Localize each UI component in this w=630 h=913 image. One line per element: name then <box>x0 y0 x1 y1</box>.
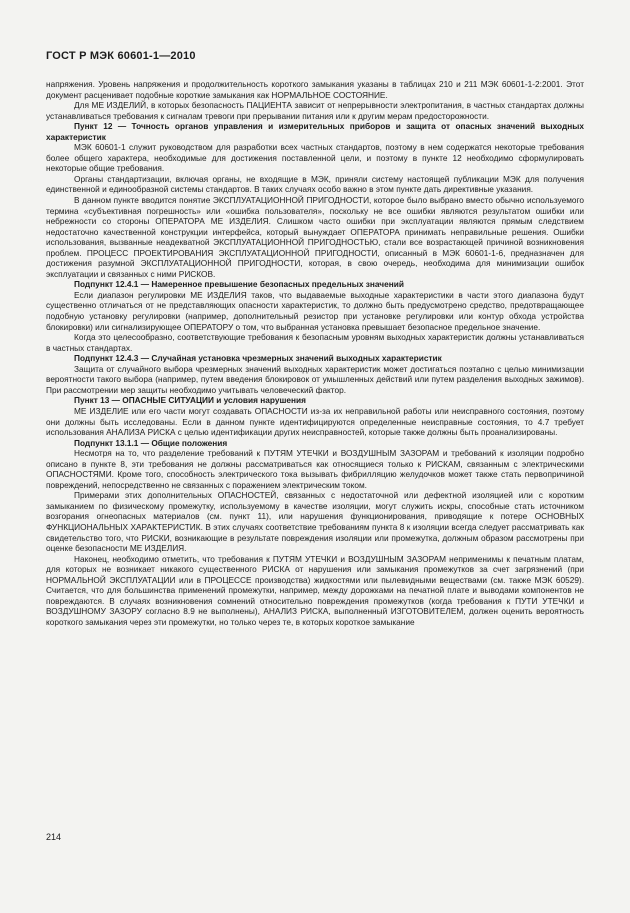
section-heading-13: Пункт 13 — ОПАСНЫЕ СИТУАЦИИ и условия нарушения <box>74 395 306 406</box>
paragraph-6: Если диапазон регулировки МЕ ИЗДЕЛИЯ таков, что выдаваемые выходные характеристики в части этого диапазона будут существенно отличаться от не представляющих опасности характеристик, то должно быть предусмотрено средство, предотвращающее подобную установку регулировки (например, дополнительный резистор при установке регулировки или контур обхода устройства блокировки) или сигнализирующее ОПЕРАТОРУ о том, что выбранная установка превышает безопасное предельное значение. <box>46 289 584 332</box>
paragraph-5: В данном пункте вводится понятие ЭКСПЛУАТАЦИОННОЙ ПРИГОДНОСТИ, которое было выбрано вместо обычно используемого термина «субъективная погрешность» или «ошибка пользователя», поскольку не все ошибки являются результатом ошибки или небрежности со стороны ОПЕРАТОРА МЕ ИЗДЕЛИЯ. Слишком часто ошибки при эксплуатации являются прямым следствием недостаточно качественной конструкции интерфейса, который вынуждает ОПЕРАТОРА принимать неправильные решения. Ошибки использования, вызванные неадекватной ЭКСПЛУАТАЦИОННОЙ ПРИГОДНОСТЬЮ, стали все возрастающей причиной возникновения проблем. ПРОЦЕСС ПРОЕКТИРОВАНИЯ ЭКСПЛУАТАЦИОННОЙ ПРИГОДНОСТИ, описанный в МЭК 60601-1-6, предназначен для достижения разумной ЭКСПЛУАТАЦИОННОЙ ПРИГОДНОСТИ, которая, в свою очередь, необходима для минимизации ошибок эксплуатации и связанных с ними РИСКОВ. <box>46 195 584 279</box>
paragraph-3: МЭК 60601-1 служит руководством для разработки всех частных стандартов, поэтому в нем содержатся некоторые требования более общего характера, необходимые для достижения поставленной цели, и поэтому в пункте 12 необходимо сформулировать некоторые общие требования. <box>46 142 584 174</box>
paragraph-10: Несмотря на то, что разделение требований к ПУТЯМ УТЕЧКИ и ВОЗДУШНЫМ ЗАЗОРАМ и требований к изоляции подробно описано в пункте 8, эти требования не должны рассматриваться как относящиеся только к РИСКАМ, связанным с электрическими ОПАСНОСТЯМИ. Кроме того, способность электрического тока вызывать фибрилляцию желудочков может также стать первопричиной повреждений, непосредственно не связанных с поражением электрическим током. <box>46 448 584 490</box>
paragraph-7: Когда это целесообразно, соответствующие требования к безопасным уровням выходных характеристик должны устанавливаться в частных стандартах. <box>46 332 584 353</box>
paragraph-8: Защита от случайного выбора чрезмерных значений выходных характеристик может достигаться поэтапно с целью минимизации вероятности такого выбора (например, путем введения блокировок от умышленных действий или путем разделения выходных зажимов). При рассмотрении мер защиты необходимо учитывать человеческий фактор. <box>46 363 584 395</box>
section-heading-12-4-3: Подпункт 12.4.3 — Случайная установка чрезмерных значений выходных характеристик <box>74 353 442 364</box>
paragraph-12: Наконец, необходимо отметить, что требования к ПУТЯМ УТЕЧКИ и ВОЗДУШНЫМ ЗАЗОРАМ неприменимы к печатным платам, для которых не возникает никакого существенного РИСКА от нарушения или замыкания промежутков за счет загрязнений (при НОРМАЛЬНОЙ ЭКСПЛУАТАЦИИ или в ПРОЦЕССЕ производства) жидкостями или пылевидными веществами (см. также МЭК 60529). Считается, что для большинства применений промежутки, например, между дорожками на печатной плате и выводами компонентов не повреждаются. В случаях возникновения сомнений относительно повреждения промежутков (когда требования к ПУТИ УТЕЧКИ и ВОЗДУШНОМУ ЗАЗОРУ согласно 8.9 не выполнены), АНАЛИЗ РИСКА, выполненный ИЗГОТОВИТЕЛЕМ, должен оценить вероятность короткого замыкания через эти промежутки, но только через те, в которых короткое замыкание <box>46 553 584 627</box>
section-heading-12-4-1: Подпункт 12.4.1 — Намеренное превышение безопасных предельных значений <box>74 279 404 290</box>
document-body <box>46 79 584 627</box>
page-number: 214 <box>46 832 62 842</box>
document-header: ГОСТ Р МЭК 60601-1—2010 <box>46 50 196 62</box>
paragraph-11: Примерами этих дополнительных ОПАСНОСТЕЙ, связанных с недостаточной или дефектной изоляцией или с коротким замыканием по физическому промежутку, используемому в качестве изоляции, могут служить искры, способные стать источником возгорания огнеопасных материалов (см. пункт 11), или нарушения функционирования, приводящие к потере ОСНОВНЫХ ФУНКЦИОНАЛЬНЫХ ХАРАКТЕРИСТИК. В этих случаях соответствие требованиям пункта 8 к изоляции всегда следует рассматривать как свидетельство того, что РИСКИ, возникающие в результате повреждения изоляции или промежутка, должным образом рассмотрены при оценке безопасности МЕ ИЗДЕЛИЯ. <box>46 490 584 554</box>
paragraph-2: Для МЕ ИЗДЕЛИЙ, в которых безопасность ПАЦИЕНТА зависит от непрерывности электропитания, в частных стандартах должны устанавливаться требования к сигналам тревоги при прерывании питания или к другим мерам предосторожности. <box>46 100 584 121</box>
paragraph-9: МЕ ИЗДЕЛИЕ или его части могут создавать ОПАСНОСТИ из-за их неправильной работы или неисправного состояния, поэтому они должны быть исследованы. Если в данном пункте идентифицируются определенные неисправные состояния, то 4.7 требует использования АНАЛИЗА РИСКА с целью идентификации других неисправностей, которые также должны быть проанализированы. <box>46 405 584 438</box>
section-heading-12: Пункт 12 — Точность органов управления и измерительных приборов и защита от опасных значений выходных характеристик <box>46 121 584 142</box>
paragraph-1: напряжения. Уровень напряжения и продолжительность короткого замыкания указаны в таблицах 210 и 211 МЭК 60601-1-2:2001. Этот документ расценивает подобные короткие замыкания как НОРМАЛЬНОЕ СОСТОЯНИЕ. <box>46 79 584 100</box>
paragraph-4: Органы стандартизации, включая органы, не входящие в МЭК, приняли систему настоящей публикации МЭК для получения единственной и единообразной системы стандартов. В таких случаях особо важно в этом пункте дать директивные указания. <box>46 173 584 195</box>
section-heading-13-1-1: Подпункт 13.1.1 — Общие положения <box>74 437 228 448</box>
